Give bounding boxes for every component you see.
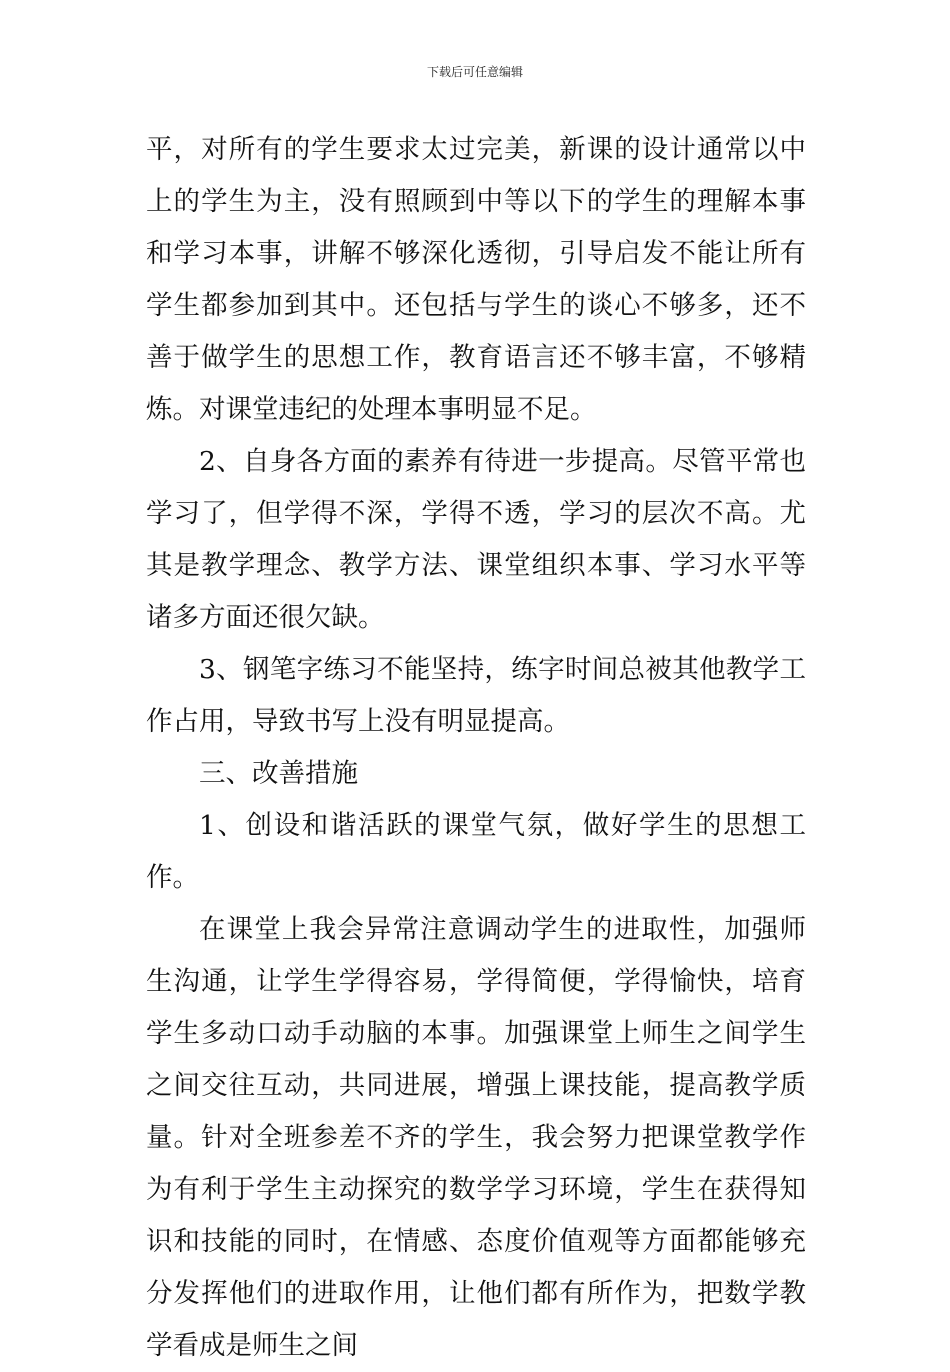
- paragraph: 1、创设和谐活跃的课堂气氛，做好学生的思想工作。: [146, 810, 806, 893]
- section-heading: 三、改善措施: [199, 758, 358, 789]
- paragraph: 平，对所有的学生要求太过完美，新课的设计通常以中上的学生为主，没有照顾到中等以下的学生的理解本事和学习本事，讲解不够深化透彻，引导启发不能让所有学生都参加到其中。还包括与学生的谈心不够多，还不善于做学生的思想工作，教育语言还不够丰富，不够精炼。对课堂违纪的处理本事明显不足。: [146, 134, 806, 425]
- paragraph: 2、自身各方面的素养有待进一步提高。尽管平常也学习了，但学得不深，学得不透，学习的层次不高。尤其是教学理念、教学方法、课堂组织本事、学习水平等诸多方面还很欠缺。: [146, 446, 806, 633]
- document-body: [146, 124, 806, 1372]
- paragraph: 在课堂上我会异常注意调动学生的进取性，加强师生沟通，让学生学得容易，学得简便，学得愉快，培育学生多动口动手动脑的本事。加强课堂上师生之间学生之间交往互动，共同进展，增强上课技能，提高教学质量。针对全班参差不齐的学生，我会努力把课堂教学作为有利于学生主动探究的数学学习环境，学生在获得知识和技能的同时，在情感、态度价值观等方面都能够充分发挥他们的进取作用，让他们都有所作为，把数学教学看成是师生之间: [146, 914, 806, 1361]
- page-header: 下载后可任意编辑: [426, 65, 523, 79]
- paragraph: 3、钢笔字练习不能坚持，练字时间总被其他教学工作占用，导致书写上没有明显提高。: [146, 654, 806, 737]
